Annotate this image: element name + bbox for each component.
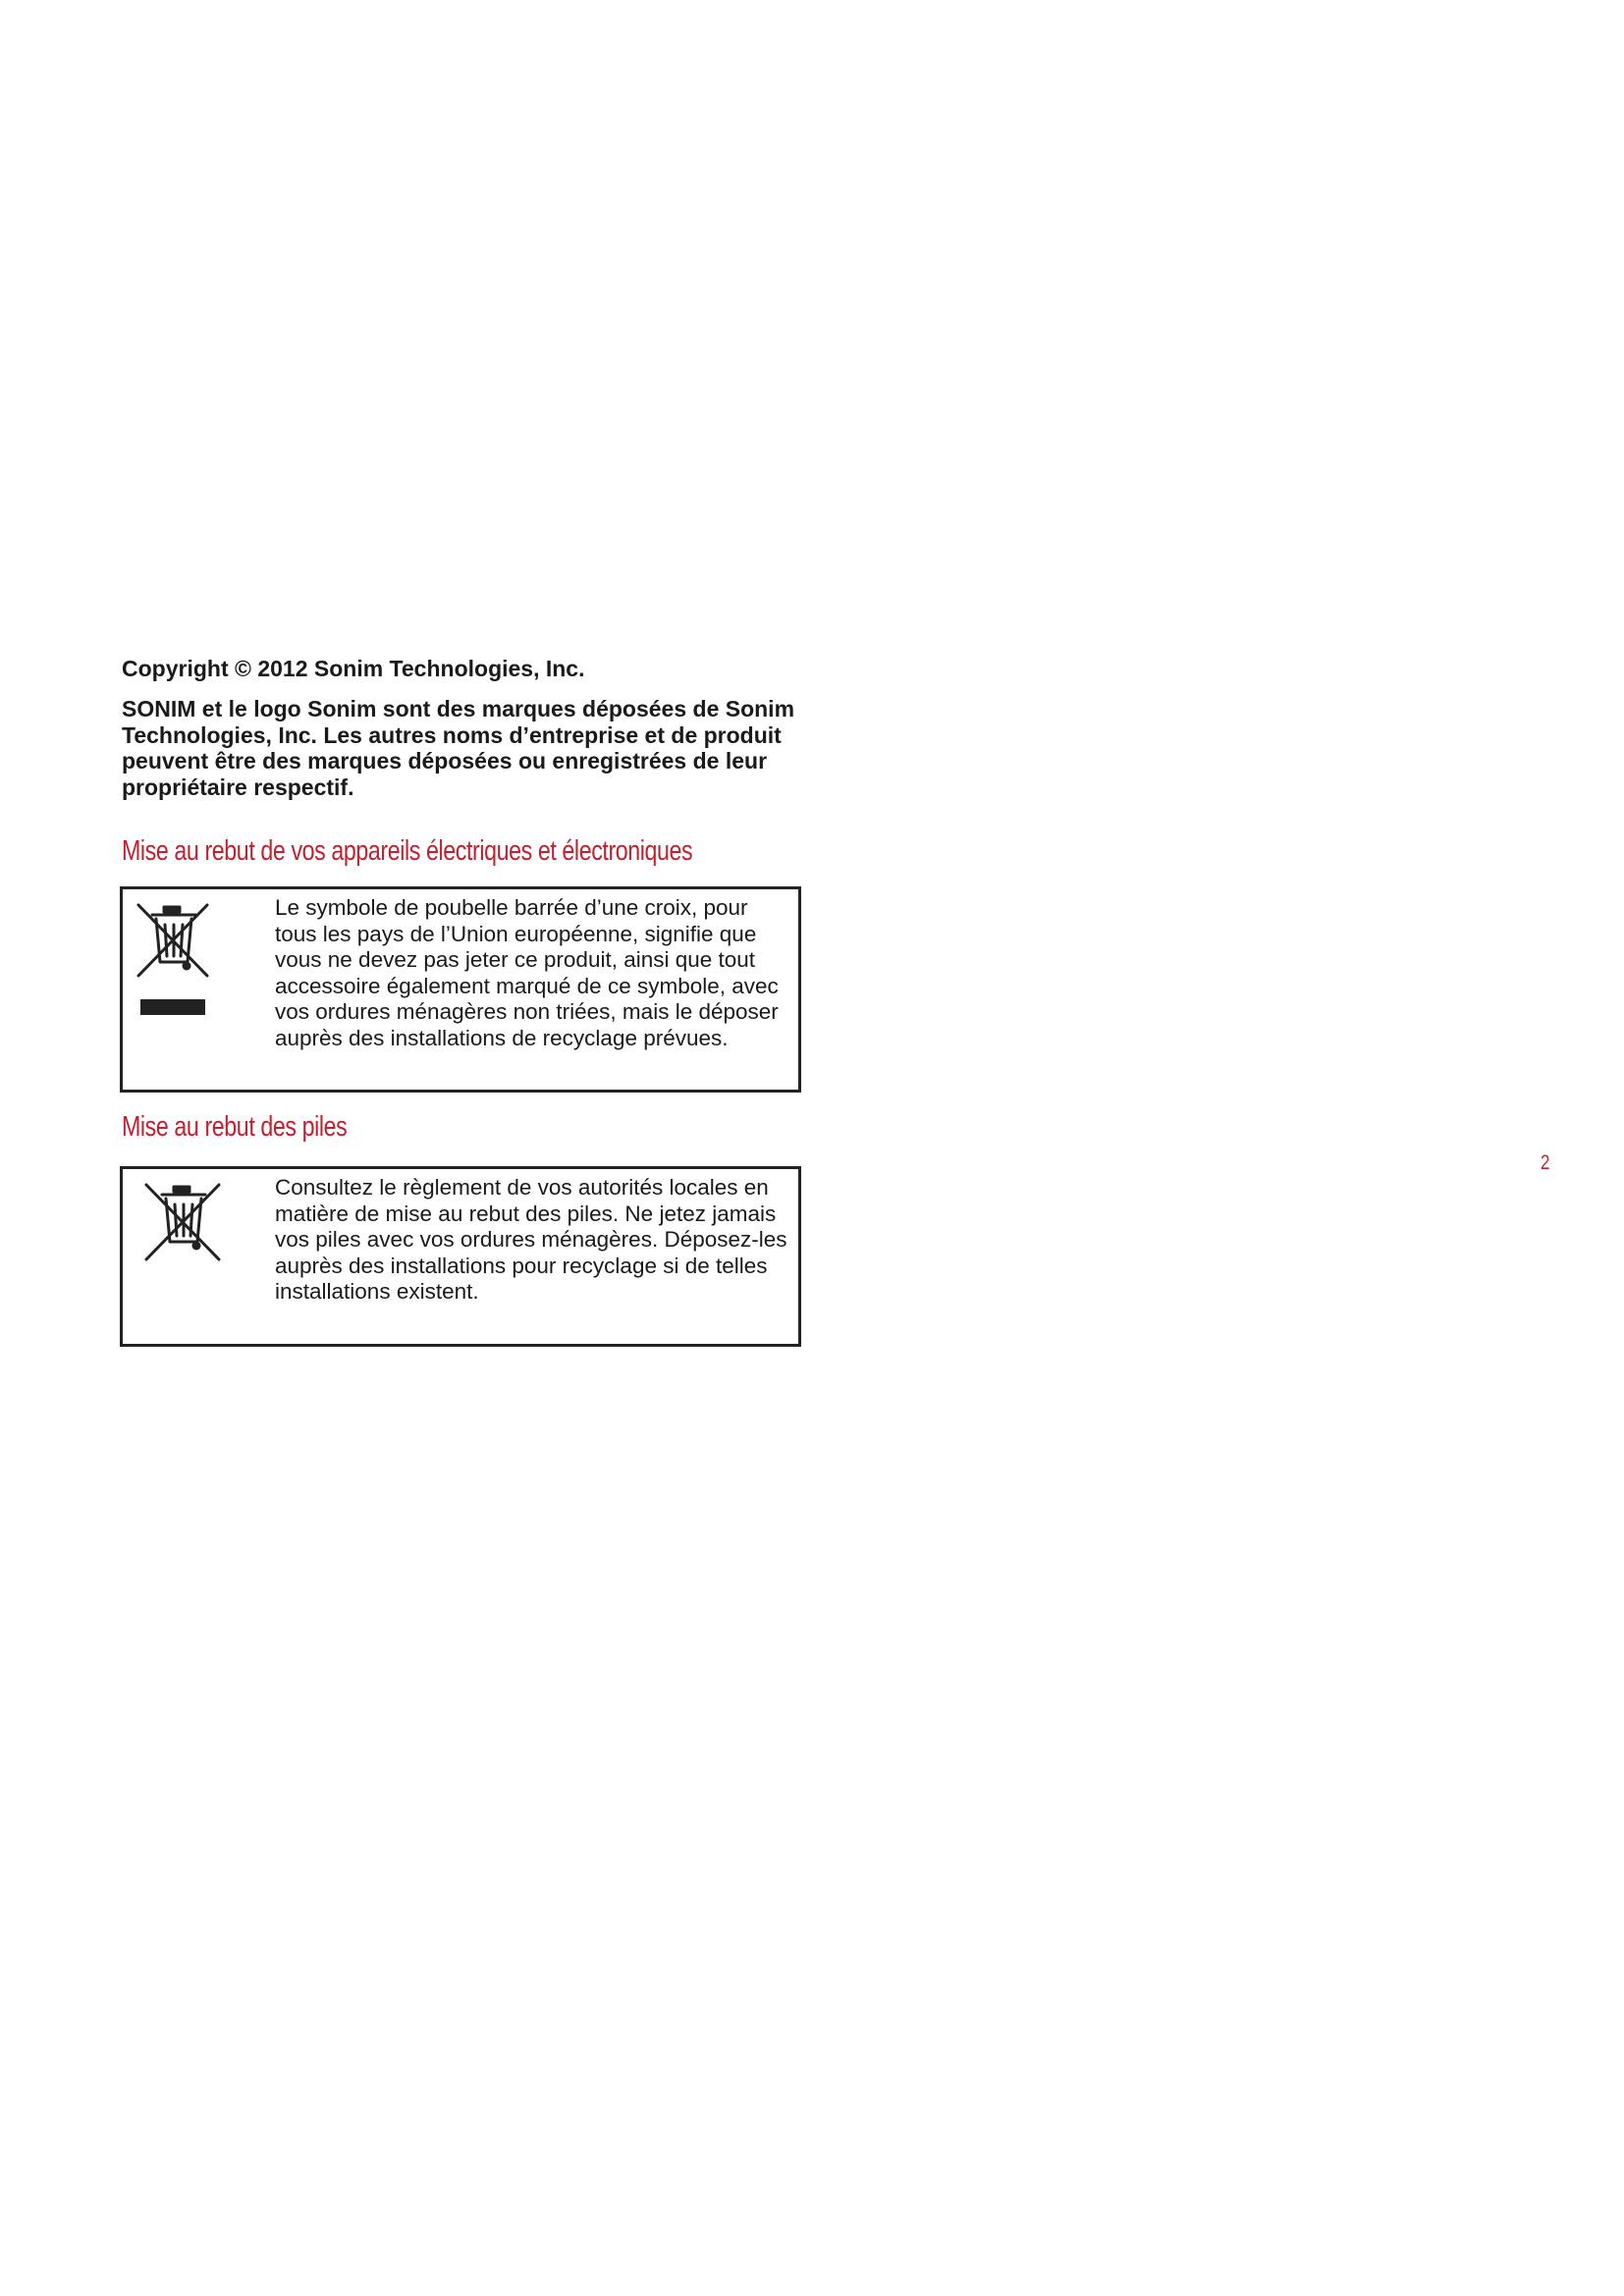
crossed-out-wheelie-bin-icon [135, 901, 213, 1029]
battery-disposal-box [120, 1166, 801, 1347]
weee-disposal-box [120, 886, 801, 1093]
weee-disposal-text: Le symbole de poubelle barrée d’une croix, pour tous les pays de l’Union européenne, signifie que vous ne devez pas jeter ce produit, ainsi que tout accessoire également marqué de ce symbole, avec vos ordures ménagères non triées, mais le déposer auprès des installations de recyclage prévues. [275, 895, 779, 1050]
page-number: 2 [1541, 1151, 1550, 1174]
battery-disposal-text: Consultez le règlement de vos autorités locales en matière de mise au rebut des piles. Ne jetez jamais vos piles avec vos ordures ménagères. Déposez-les auprès des installations pour recyclage si de telles installations existent. [275, 1175, 787, 1305]
trademark-notice: SONIM et le logo Sonim sont des marques déposées de Sonim Technologies, Inc. Les autres noms d’entreprise et de produit peuvent être des marques déposées ou enregistrées de leur propriétaire respectif. [122, 696, 795, 801]
weee-disposal-heading: Mise au rebut de vos appareils électriques et électroniques [122, 835, 693, 867]
battery-disposal-heading: Mise au rebut des piles [122, 1111, 348, 1143]
copyright-notice: Copyright © 2012 Sonim Technologies, Inc. [122, 656, 585, 681]
crossed-out-wheelie-bin-icon [136, 1181, 227, 1308]
